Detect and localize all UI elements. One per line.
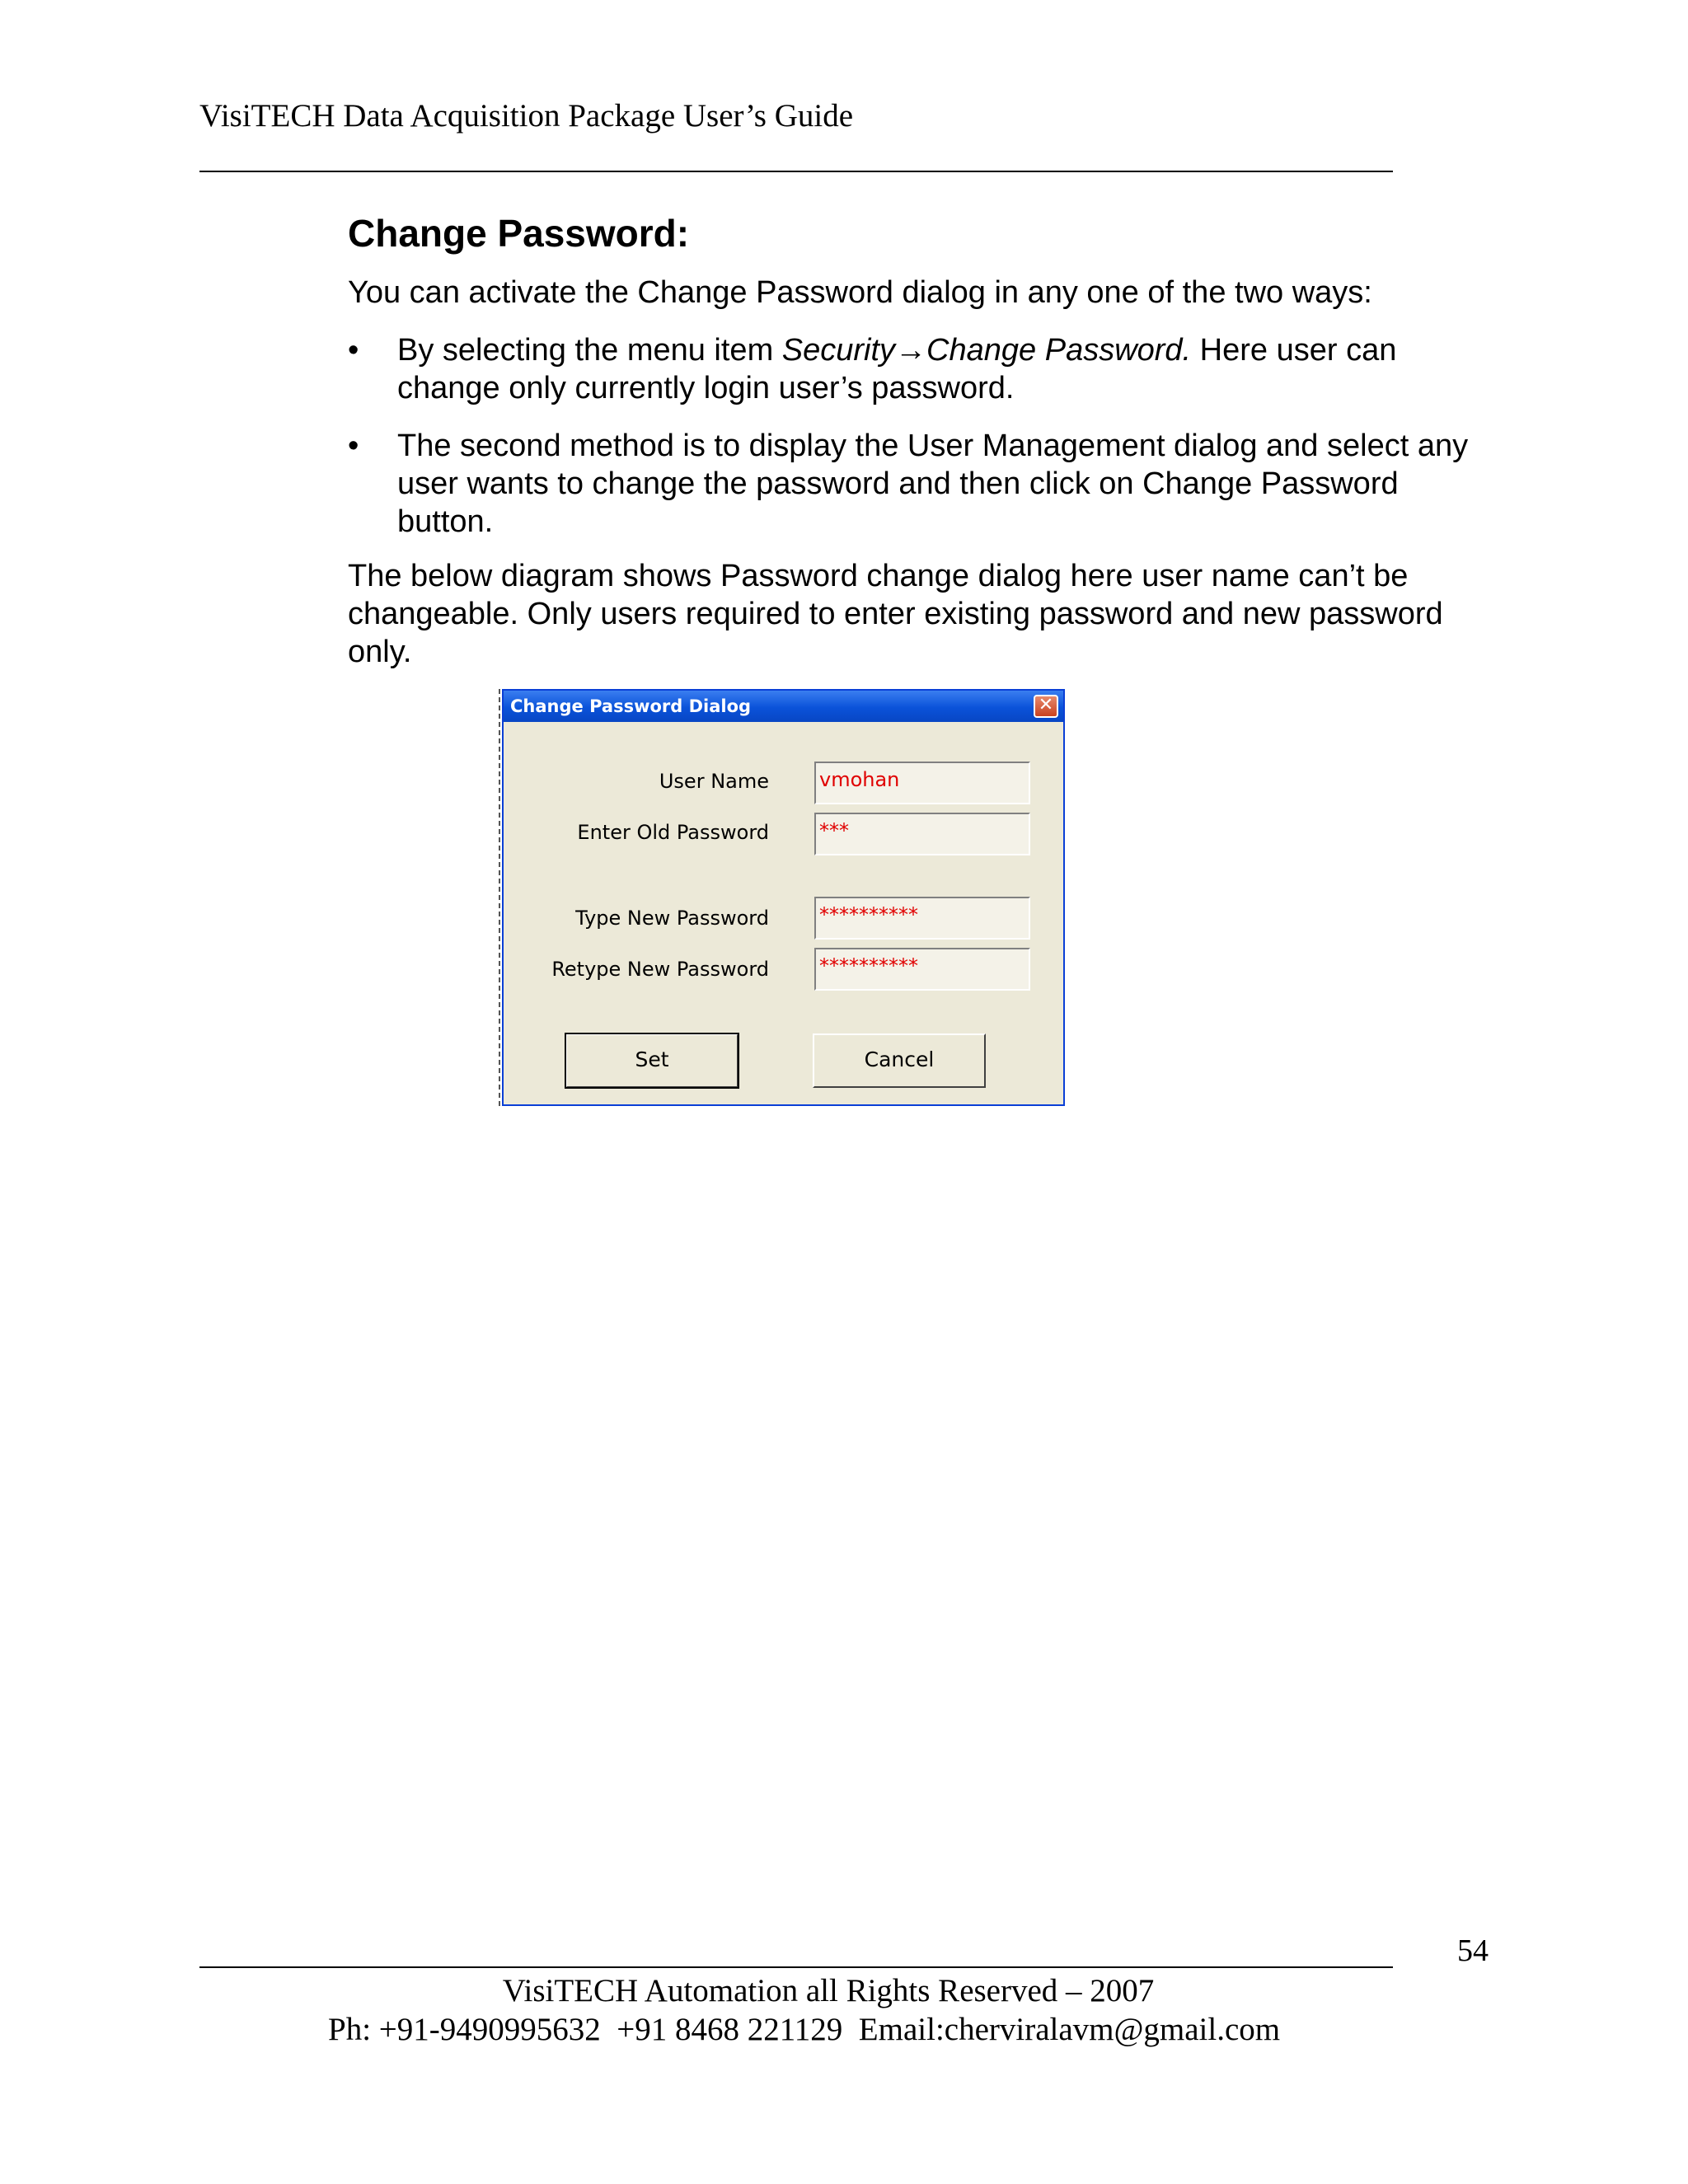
- retype-password-label: Retype New Password: [551, 958, 769, 981]
- header-rule: [199, 171, 1393, 172]
- intro-paragraph: You can activate the Change Password dialog in any one of the two ways:: [348, 275, 1372, 310]
- document-header-title: VisiTECH Data Acquisition Package User’s Guide: [199, 98, 854, 134]
- dialog-titlebar[interactable]: [504, 691, 1063, 722]
- footer-copyright: VisiTECH Automation all Rights Reserved – 2007: [502, 1973, 1155, 2008]
- bullet-item-user-management: [348, 427, 1485, 541]
- bullet-text: [397, 331, 1485, 407]
- menu-path: Security→Change Password.: [781, 333, 1192, 368]
- footer-rule: [199, 1966, 1393, 1968]
- section-title: Change Password:: [348, 212, 690, 255]
- new-password-field[interactable]: **********: [814, 897, 1030, 940]
- old-password-field[interactable]: ***: [814, 813, 1030, 855]
- close-button[interactable]: [1034, 695, 1058, 718]
- old-password-label: Enter Old Password: [577, 821, 769, 844]
- bullet-prefix: By selecting the menu item: [397, 333, 782, 368]
- bullet-text: The second method is to display the User Management dialog and select any user wants to change the password and then click on Change Password button.: [397, 429, 1469, 539]
- retype-password-field[interactable]: **********: [814, 948, 1030, 991]
- dialog-title: Change Password Dialog: [510, 696, 752, 716]
- set-button[interactable]: Set: [565, 1033, 738, 1088]
- footer-contact: Ph: +91-9490995632 +91 8468 221129 Email:cherviralavm@gmail.com: [328, 2012, 1281, 2047]
- user-name-label: User Name: [659, 770, 769, 793]
- bullet-icon: •: [348, 333, 359, 368]
- close-icon: ✕: [1038, 695, 1054, 715]
- new-password-label: Type New Password: [575, 907, 769, 930]
- bullet-item-menu: [348, 331, 1485, 407]
- bullet-icon: •: [348, 429, 359, 463]
- change-password-dialog: [502, 689, 1065, 1106]
- user-name-field: vmohan: [814, 762, 1030, 804]
- cancel-button[interactable]: Cancel: [813, 1033, 986, 1088]
- description-paragraph: The below diagram shows Password change dialog here user name can’t be changeable. Only users required to enter existing password and new password only.: [348, 559, 1443, 669]
- page-number: 54: [1457, 1933, 1489, 1968]
- bullet-suffix: Here user can change only currently login user’s password.: [397, 333, 1397, 405]
